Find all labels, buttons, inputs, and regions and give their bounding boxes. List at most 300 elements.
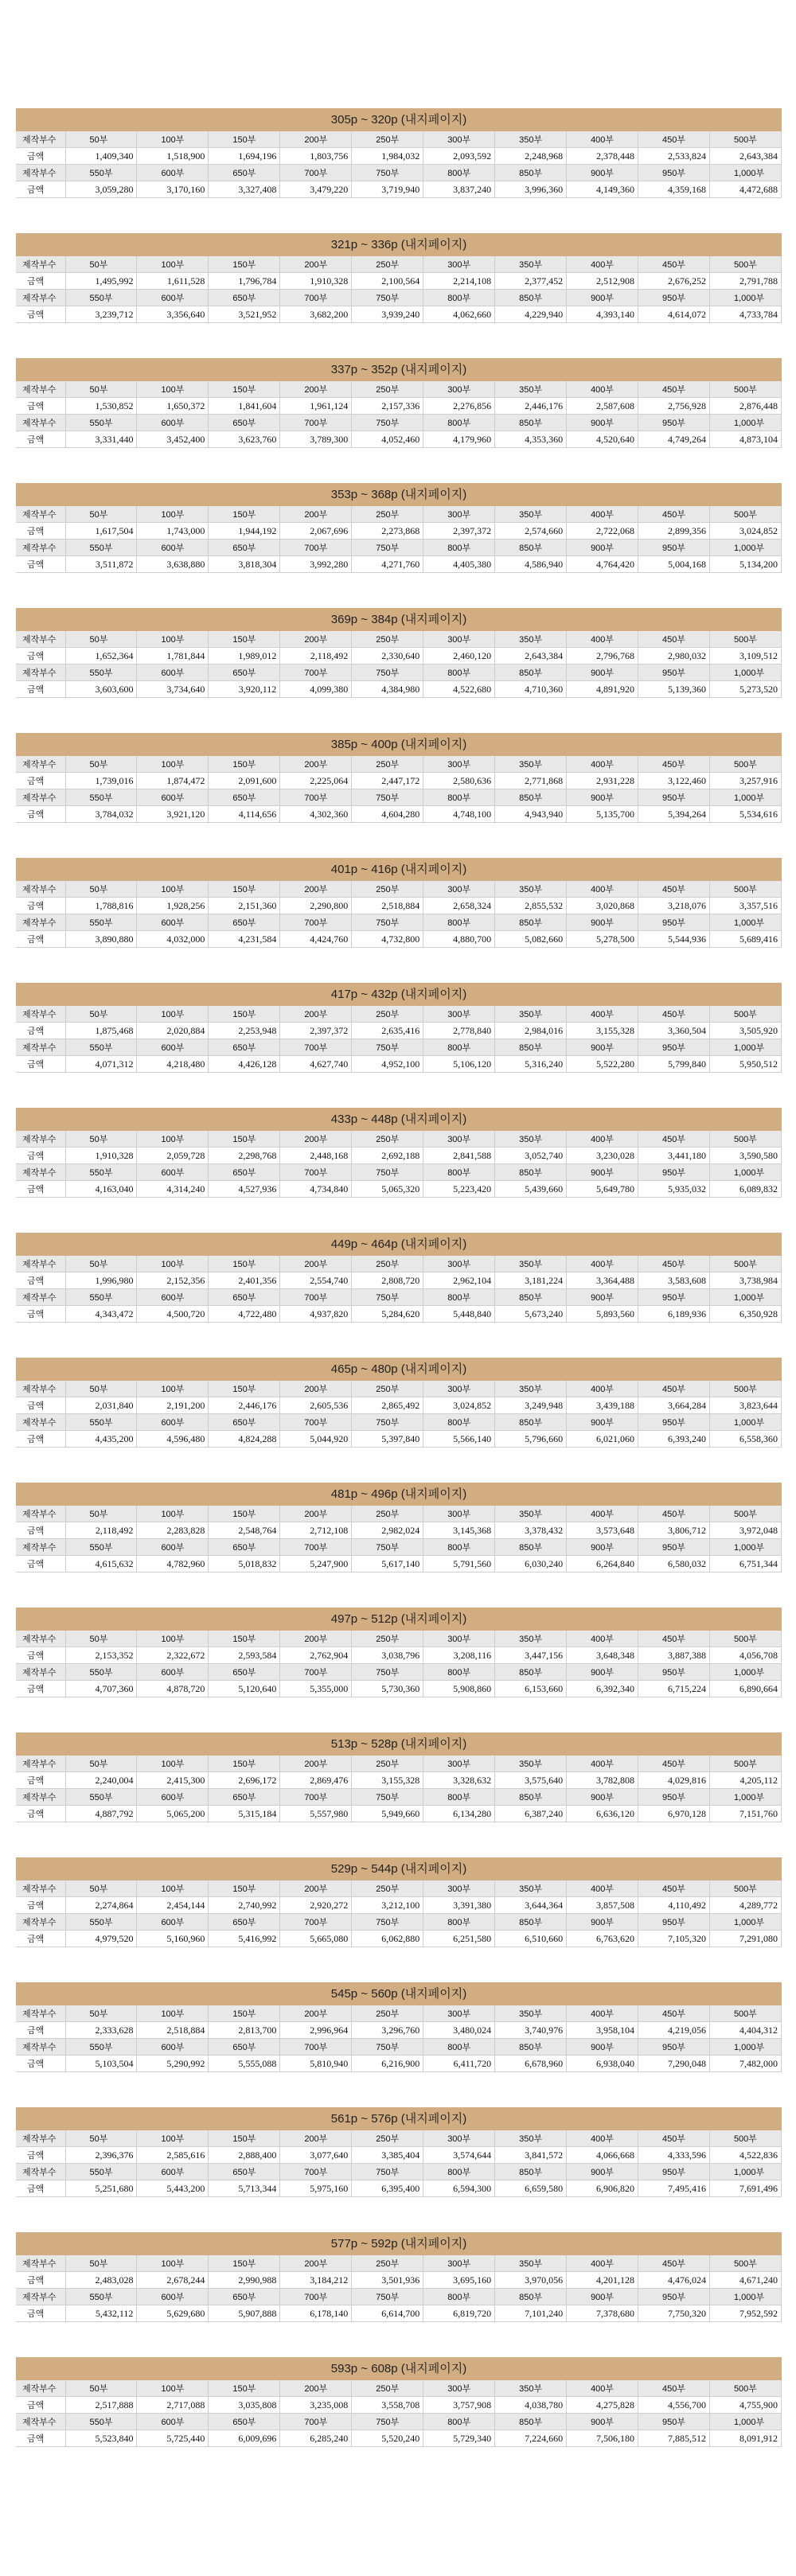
quantity-cell: 300부 xyxy=(423,1756,495,1772)
quantity-cell: 700부 xyxy=(280,290,352,306)
quantity-cell: 450부 xyxy=(638,256,710,273)
price-cell: 5,729,340 xyxy=(423,2430,495,2447)
price-cell: 2,157,336 xyxy=(352,398,423,415)
quantity-label: 제작부수 xyxy=(16,2164,65,2180)
quantity-label: 제작부수 xyxy=(16,1289,65,1306)
quantity-cell: 350부 xyxy=(495,256,567,273)
quantity-cell: 900부 xyxy=(567,290,638,306)
quantity-cell: 750부 xyxy=(352,1914,423,1931)
quantity-cell: 350부 xyxy=(495,2005,567,2022)
price-cell: 5,629,680 xyxy=(137,2305,209,2322)
quantity-cell: 900부 xyxy=(567,1164,638,1181)
price-cell: 6,659,580 xyxy=(495,2180,567,2197)
price-cell: 2,593,584 xyxy=(209,1647,280,1664)
price-section xyxy=(16,2107,782,2232)
price-cell: 4,782,960 xyxy=(137,1556,209,1572)
price-cell: 2,696,172 xyxy=(209,1772,280,1789)
quantity-cell: 100부 xyxy=(137,2005,209,2022)
quantity-cell: 450부 xyxy=(638,506,710,523)
quantity-cell: 650부 xyxy=(209,914,280,931)
price-cell: 3,239,712 xyxy=(65,306,137,323)
quantity-cell: 200부 xyxy=(280,1006,352,1023)
price-cell: 2,990,988 xyxy=(209,2272,280,2289)
amount-label: 금액 xyxy=(16,1806,65,1822)
price-cell: 5,796,660 xyxy=(495,1431,567,1448)
price-cell: 3,887,388 xyxy=(638,1647,710,1664)
quantity-cell: 600부 xyxy=(137,1289,209,1306)
quantity-cell: 650부 xyxy=(209,415,280,431)
price-cell: 6,264,840 xyxy=(567,1556,638,1572)
quantity-cell: 300부 xyxy=(423,1256,495,1272)
price-cell: 4,472,688 xyxy=(709,181,781,198)
quantity-cell: 450부 xyxy=(638,2255,710,2272)
quantity-row xyxy=(16,381,782,398)
quantity-cell: 700부 xyxy=(280,2039,352,2056)
quantity-row xyxy=(16,1131,782,1148)
price-cell: 1,530,852 xyxy=(65,398,137,415)
quantity-cell: 850부 xyxy=(495,2414,567,2430)
amount-row xyxy=(16,1397,782,1414)
quantity-cell: 650부 xyxy=(209,664,280,681)
quantity-cell: 950부 xyxy=(638,1164,710,1181)
amount-label: 금액 xyxy=(16,1181,65,1198)
price-cell: 6,387,240 xyxy=(495,1806,567,1822)
amount-row xyxy=(16,1272,782,1289)
price-cell: 2,984,016 xyxy=(495,1023,567,1039)
quantity-cell: 100부 xyxy=(137,1631,209,1647)
quantity-cell: 50부 xyxy=(65,1756,137,1772)
quantity-cell: 300부 xyxy=(423,1631,495,1647)
quantity-cell: 550부 xyxy=(65,2289,137,2305)
price-cell: 4,952,100 xyxy=(352,1056,423,1073)
quantity-cell: 550부 xyxy=(65,1914,137,1931)
price-section xyxy=(16,1108,782,1233)
quantity-cell: 550부 xyxy=(65,1289,137,1306)
quantity-cell: 1,000부 xyxy=(709,290,781,306)
quantity-cell: 300부 xyxy=(423,2255,495,2272)
price-cell: 2,518,884 xyxy=(352,898,423,914)
quantity-cell: 700부 xyxy=(280,2414,352,2430)
quantity-cell: 700부 xyxy=(280,2164,352,2180)
quantity-cell: 550부 xyxy=(65,664,137,681)
quantity-cell: 700부 xyxy=(280,1539,352,1556)
quantity-cell: 100부 xyxy=(137,1506,209,1522)
quantity-cell: 850부 xyxy=(495,540,567,556)
quantity-label: 제작부수 xyxy=(16,881,65,898)
quantity-cell: 400부 xyxy=(567,1506,638,1522)
quantity-cell: 1,000부 xyxy=(709,1289,781,1306)
quantity-cell: 650부 xyxy=(209,789,280,806)
price-cell: 4,218,480 xyxy=(137,1056,209,1073)
amount-label: 금액 xyxy=(16,2430,65,2447)
quantity-cell: 750부 xyxy=(352,2039,423,2056)
price-cell: 2,778,840 xyxy=(423,1023,495,1039)
price-section xyxy=(16,358,782,483)
quantity-cell: 650부 xyxy=(209,1289,280,1306)
price-cell: 2,483,028 xyxy=(65,2272,137,2289)
price-cell: 7,885,512 xyxy=(638,2430,710,2447)
price-cell: 7,290,048 xyxy=(638,2056,710,2072)
price-cell: 1,875,468 xyxy=(65,1023,137,1039)
price-cell: 3,734,640 xyxy=(137,681,209,698)
price-cell: 2,517,888 xyxy=(65,2397,137,2414)
quantity-cell: 800부 xyxy=(423,1414,495,1431)
quantity-row xyxy=(16,131,782,148)
quantity-cell: 950부 xyxy=(638,1789,710,1806)
price-cell: 5,557,980 xyxy=(280,1806,352,1822)
price-cell: 3,920,112 xyxy=(209,681,280,698)
quantity-cell: 50부 xyxy=(65,1880,137,1897)
quantity-row xyxy=(16,165,782,181)
price-cell: 2,962,104 xyxy=(423,1272,495,1289)
quantity-cell: 250부 xyxy=(352,1256,423,1272)
price-cell: 2,692,188 xyxy=(352,1148,423,1164)
quantity-cell: 50부 xyxy=(65,631,137,648)
price-cell: 3,184,212 xyxy=(280,2272,352,2289)
price-cell: 3,789,300 xyxy=(280,431,352,448)
price-cell: 4,071,312 xyxy=(65,1056,137,1073)
quantity-cell: 550부 xyxy=(65,1539,137,1556)
price-cell: 5,290,992 xyxy=(137,2056,209,2072)
quantity-cell: 150부 xyxy=(209,631,280,648)
price-cell: 4,755,900 xyxy=(709,2397,781,2414)
price-table xyxy=(16,256,782,323)
price-cell: 2,322,672 xyxy=(137,1647,209,1664)
quantity-cell: 400부 xyxy=(567,381,638,398)
quantity-cell: 100부 xyxy=(137,756,209,773)
quantity-cell: 550부 xyxy=(65,789,137,806)
quantity-cell: 550부 xyxy=(65,1414,137,1431)
quantity-cell: 550부 xyxy=(65,914,137,931)
price-cell: 5,065,200 xyxy=(137,1806,209,1822)
quantity-cell: 400부 xyxy=(567,1006,638,1023)
price-table xyxy=(16,1381,782,1448)
quantity-cell: 50부 xyxy=(65,881,137,898)
amount-row xyxy=(16,556,782,573)
price-cell: 2,587,608 xyxy=(567,398,638,415)
price-section xyxy=(16,108,782,233)
price-cell: 4,722,480 xyxy=(209,1306,280,1323)
price-cell: 2,240,004 xyxy=(65,1772,137,1789)
price-cell: 2,580,636 xyxy=(423,773,495,789)
price-cell: 6,510,660 xyxy=(495,1931,567,1947)
price-section xyxy=(16,608,782,733)
price-cell: 3,038,796 xyxy=(352,1647,423,1664)
quantity-cell: 50부 xyxy=(65,506,137,523)
quantity-cell: 250부 xyxy=(352,1631,423,1647)
quantity-cell: 1,000부 xyxy=(709,1914,781,1931)
price-cell: 2,518,884 xyxy=(137,2022,209,2039)
amount-label: 금액 xyxy=(16,1556,65,1572)
amount-label: 금액 xyxy=(16,273,65,290)
price-cell: 3,958,104 xyxy=(567,2022,638,2039)
quantity-cell: 350부 xyxy=(495,631,567,648)
price-cell: 3,331,440 xyxy=(65,431,137,448)
price-cell: 3,782,808 xyxy=(567,1772,638,1789)
quantity-cell: 50부 xyxy=(65,256,137,273)
price-cell: 5,522,280 xyxy=(567,1056,638,1073)
price-cell: 2,446,176 xyxy=(209,1397,280,1414)
price-cell: 5,566,140 xyxy=(423,1431,495,1448)
quantity-cell: 700부 xyxy=(280,664,352,681)
price-cell: 3,452,400 xyxy=(137,431,209,448)
quantity-cell: 450부 xyxy=(638,631,710,648)
price-cell: 2,273,868 xyxy=(352,523,423,540)
quantity-cell: 150부 xyxy=(209,1381,280,1397)
price-cell: 5,139,360 xyxy=(638,681,710,698)
quantity-cell: 350부 xyxy=(495,1880,567,1897)
price-cell: 2,855,532 xyxy=(495,898,567,914)
price-cell: 3,218,076 xyxy=(638,898,710,914)
price-cell: 4,710,360 xyxy=(495,681,567,698)
price-cell: 5,106,120 xyxy=(423,1056,495,1073)
quantity-cell: 100부 xyxy=(137,1256,209,1272)
quantity-cell: 50부 xyxy=(65,1381,137,1397)
price-cell: 5,907,888 xyxy=(209,2305,280,2322)
quantity-cell: 250부 xyxy=(352,506,423,523)
price-cell: 1,781,844 xyxy=(137,648,209,664)
amount-row xyxy=(16,2430,782,2447)
quantity-cell: 750부 xyxy=(352,2289,423,2305)
quantity-cell: 150부 xyxy=(209,756,280,773)
price-cell: 6,751,344 xyxy=(709,1556,781,1572)
price-cell: 2,982,024 xyxy=(352,1522,423,1539)
price-cell: 4,231,584 xyxy=(209,931,280,948)
price-cell: 4,732,800 xyxy=(352,931,423,948)
price-cell: 2,290,800 xyxy=(280,898,352,914)
quantity-row xyxy=(16,1256,782,1272)
quantity-cell: 900부 xyxy=(567,1914,638,1931)
quantity-cell: 950부 xyxy=(638,540,710,556)
price-cell: 2,396,376 xyxy=(65,2147,137,2164)
amount-row xyxy=(16,1556,782,1572)
price-cell: 3,357,516 xyxy=(709,898,781,914)
price-cell: 2,533,824 xyxy=(638,148,710,165)
quantity-cell: 500부 xyxy=(709,1256,781,1272)
quantity-cell: 350부 xyxy=(495,1631,567,1647)
amount-label: 금액 xyxy=(16,1397,65,1414)
quantity-cell: 350부 xyxy=(495,1256,567,1272)
price-cell: 3,558,708 xyxy=(352,2397,423,2414)
section-title: 401p ~ 416p (내지페이지) xyxy=(16,858,782,881)
quantity-cell: 600부 xyxy=(137,1789,209,1806)
price-cell: 3,212,100 xyxy=(352,1897,423,1914)
quantity-cell: 1,000부 xyxy=(709,415,781,431)
quantity-cell: 650부 xyxy=(209,1414,280,1431)
quantity-cell: 600부 xyxy=(137,1039,209,1056)
price-cell: 4,393,140 xyxy=(567,306,638,323)
price-cell: 3,511,872 xyxy=(65,556,137,573)
price-cell: 5,555,088 xyxy=(209,2056,280,2072)
quantity-cell: 150부 xyxy=(209,1506,280,1522)
quantity-cell: 100부 xyxy=(137,1756,209,1772)
quantity-row xyxy=(16,2005,782,2022)
quantity-cell: 500부 xyxy=(709,1631,781,1647)
quantity-cell: 700부 xyxy=(280,1789,352,1806)
quantity-row xyxy=(16,2380,782,2397)
quantity-cell: 200부 xyxy=(280,1631,352,1647)
price-table xyxy=(16,1006,782,1073)
amount-row xyxy=(16,2056,782,2072)
quantity-cell: 450부 xyxy=(638,1006,710,1023)
quantity-row xyxy=(16,540,782,556)
price-cell: 6,009,696 xyxy=(209,2430,280,2447)
price-cell: 4,520,640 xyxy=(567,431,638,448)
quantity-cell: 250부 xyxy=(352,1006,423,1023)
quantity-cell: 600부 xyxy=(137,1664,209,1681)
section-title: 369p ~ 384p (내지페이지) xyxy=(16,608,782,631)
quantity-cell: 600부 xyxy=(137,1914,209,1931)
price-cell: 7,482,000 xyxy=(709,2056,781,2072)
quantity-cell: 950부 xyxy=(638,415,710,431)
price-cell: 3,208,116 xyxy=(423,1647,495,1664)
quantity-cell: 900부 xyxy=(567,1039,638,1056)
price-cell: 5,160,960 xyxy=(137,1931,209,1947)
quantity-cell: 750부 xyxy=(352,1789,423,1806)
price-cell: 2,841,588 xyxy=(423,1148,495,1164)
quantity-cell: 750부 xyxy=(352,1289,423,1306)
quantity-cell: 350부 xyxy=(495,506,567,523)
quantity-cell: 200부 xyxy=(280,256,352,273)
price-cell: 3,181,224 xyxy=(495,1272,567,1289)
quantity-row xyxy=(16,1289,782,1306)
price-cell: 2,585,616 xyxy=(137,2147,209,2164)
price-cell: 4,426,128 xyxy=(209,1056,280,1073)
price-cell: 4,891,920 xyxy=(567,681,638,698)
price-section xyxy=(16,1732,782,1857)
quantity-cell: 1,000부 xyxy=(709,2414,781,2430)
quantity-cell: 250부 xyxy=(352,1131,423,1148)
price-cell: 3,823,644 xyxy=(709,1397,781,1414)
quantity-cell: 250부 xyxy=(352,631,423,648)
quantity-cell: 100부 xyxy=(137,2380,209,2397)
quantity-cell: 650부 xyxy=(209,1914,280,1931)
price-cell: 2,093,592 xyxy=(423,148,495,165)
amount-label: 금액 xyxy=(16,556,65,573)
price-cell: 1,996,980 xyxy=(65,1272,137,1289)
quantity-row xyxy=(16,1914,782,1931)
price-cell: 3,890,880 xyxy=(65,931,137,948)
quantity-cell: 300부 xyxy=(423,1381,495,1397)
price-cell: 4,275,828 xyxy=(567,2397,638,2414)
amount-label: 금액 xyxy=(16,1772,65,1789)
quantity-cell: 800부 xyxy=(423,1164,495,1181)
quantity-cell: 750부 xyxy=(352,165,423,181)
price-cell: 2,333,628 xyxy=(65,2022,137,2039)
quantity-cell: 400부 xyxy=(567,1381,638,1397)
quantity-cell: 50부 xyxy=(65,2255,137,2272)
price-cell: 1,874,472 xyxy=(137,773,209,789)
price-cell: 5,004,168 xyxy=(638,556,710,573)
quantity-cell: 800부 xyxy=(423,2289,495,2305)
price-cell: 2,253,948 xyxy=(209,1023,280,1039)
price-cell: 6,089,832 xyxy=(709,1181,781,1198)
quantity-cell: 850부 xyxy=(495,1164,567,1181)
quantity-cell: 600부 xyxy=(137,1539,209,1556)
quantity-cell: 250부 xyxy=(352,1381,423,1397)
section-title: 321p ~ 336p (내지페이지) xyxy=(16,233,782,256)
price-cell: 7,378,680 xyxy=(567,2305,638,2322)
amount-row xyxy=(16,2022,782,2039)
quantity-cell: 150부 xyxy=(209,1131,280,1148)
quantity-cell: 100부 xyxy=(137,2130,209,2147)
quantity-cell: 450부 xyxy=(638,1131,710,1148)
price-cell: 1,961,124 xyxy=(280,398,352,415)
price-cell: 2,796,768 xyxy=(567,648,638,664)
quantity-cell: 750부 xyxy=(352,1164,423,1181)
price-cell: 3,573,648 xyxy=(567,1522,638,1539)
amount-label: 금액 xyxy=(16,1431,65,1448)
quantity-cell: 600부 xyxy=(137,540,209,556)
section-title: 593p ~ 608p (내지페이지) xyxy=(16,2357,782,2380)
section-title: 385p ~ 400p (내지페이지) xyxy=(16,733,782,756)
quantity-cell: 500부 xyxy=(709,1880,781,1897)
price-cell: 3,857,508 xyxy=(567,1897,638,1914)
price-cell: 4,404,312 xyxy=(709,2022,781,2039)
price-cell: 2,118,492 xyxy=(65,1522,137,1539)
price-cell: 4,733,784 xyxy=(709,306,781,323)
quantity-label: 제작부수 xyxy=(16,256,65,273)
quantity-cell: 900부 xyxy=(567,1664,638,1681)
price-cell: 2,771,868 xyxy=(495,773,567,789)
price-cell: 3,841,572 xyxy=(495,2147,567,2164)
price-cell: 1,910,328 xyxy=(280,273,352,290)
quantity-label: 제작부수 xyxy=(16,664,65,681)
price-cell: 4,887,792 xyxy=(65,1806,137,1822)
quantity-cell: 800부 xyxy=(423,2164,495,2180)
quantity-cell: 150부 xyxy=(209,2255,280,2272)
price-cell: 1,495,992 xyxy=(65,273,137,290)
quantity-cell: 150부 xyxy=(209,506,280,523)
quantity-cell: 900부 xyxy=(567,1414,638,1431)
quantity-cell: 600부 xyxy=(137,664,209,681)
price-cell: 3,391,380 xyxy=(423,1897,495,1914)
price-cell: 3,575,640 xyxy=(495,1772,567,1789)
price-cell: 4,179,960 xyxy=(423,431,495,448)
amount-label: 금액 xyxy=(16,2397,65,2414)
quantity-cell: 200부 xyxy=(280,2380,352,2397)
quantity-cell: 450부 xyxy=(638,1756,710,1772)
amount-row xyxy=(16,2147,782,2164)
amount-label: 금액 xyxy=(16,1681,65,1697)
amount-label: 금액 xyxy=(16,1931,65,1947)
quantity-cell: 550부 xyxy=(65,1039,137,1056)
quantity-cell: 50부 xyxy=(65,1631,137,1647)
quantity-cell: 850부 xyxy=(495,1039,567,1056)
price-cell: 6,614,700 xyxy=(352,2305,423,2322)
quantity-cell: 200부 xyxy=(280,506,352,523)
quantity-cell: 900부 xyxy=(567,415,638,431)
quantity-cell: 1,000부 xyxy=(709,789,781,806)
quantity-cell: 900부 xyxy=(567,2414,638,2430)
price-cell: 4,527,936 xyxy=(209,1181,280,1198)
price-cell: 5,082,660 xyxy=(495,931,567,948)
price-cell: 7,151,760 xyxy=(709,1806,781,1822)
price-cell: 5,665,080 xyxy=(280,1931,352,1947)
price-cell: 2,899,356 xyxy=(638,523,710,540)
quantity-cell: 400부 xyxy=(567,256,638,273)
quantity-cell: 900부 xyxy=(567,2039,638,2056)
price-cell: 3,024,852 xyxy=(423,1397,495,1414)
price-section xyxy=(16,1857,782,1982)
price-cell: 4,824,288 xyxy=(209,1431,280,1448)
quantity-cell: 450부 xyxy=(638,881,710,898)
quantity-row xyxy=(16,2289,782,2305)
price-table xyxy=(16,1506,782,1572)
quantity-cell: 400부 xyxy=(567,506,638,523)
price-cell: 6,678,960 xyxy=(495,2056,567,2072)
price-cell: 4,586,940 xyxy=(495,556,567,573)
